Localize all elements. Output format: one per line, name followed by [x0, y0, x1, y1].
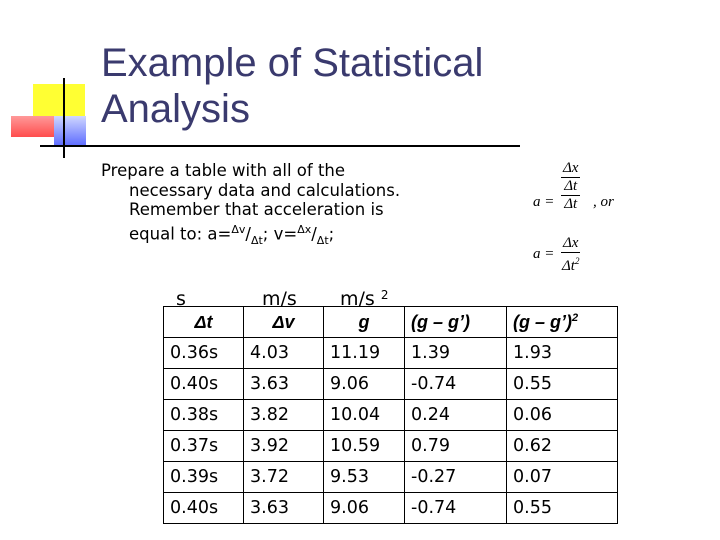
- formula-1-tail: , or: [593, 194, 614, 210]
- decorative-blue-square: [54, 116, 86, 146]
- equation-mid: ; v=: [262, 224, 298, 243]
- table-header-row: [164, 307, 618, 338]
- cell-delta-v: 3.63: [244, 493, 324, 524]
- cell-delta-v: 3.63: [244, 369, 324, 400]
- equation-end: ;: [328, 224, 335, 243]
- formula-1-outer-fraction: [561, 160, 580, 213]
- cell-g: 10.04: [324, 400, 405, 431]
- slide-title: [101, 40, 483, 132]
- cell-delta-v: 4.03: [244, 338, 324, 369]
- table-row: [164, 493, 618, 524]
- cell-delta-v: 3.92: [244, 431, 324, 462]
- slash-1: /: [245, 224, 251, 243]
- cell-delta-t: 0.40s: [164, 493, 244, 524]
- unit-velocity: m/s: [262, 288, 297, 310]
- slide-title-line-1: Example of Statistical: [101, 41, 484, 85]
- instruction-text: [101, 161, 521, 250]
- header-squared-deviation-base: (g – g’): [513, 311, 572, 332]
- cell-g: 10.59: [324, 431, 405, 462]
- title-divider-line: [40, 145, 520, 147]
- header-delta-t: Δt: [164, 307, 244, 338]
- cell-deviation: -0.74: [405, 493, 507, 524]
- cell-squared-deviation: 0.62: [507, 431, 618, 462]
- cell-deviation: 0.79: [405, 431, 507, 462]
- header-squared-deviation-exp: 2: [572, 311, 579, 324]
- header-deviation: (g – g’): [405, 307, 507, 338]
- formula-2-den: [562, 253, 579, 275]
- table-row: [164, 431, 618, 462]
- formula-2-exp: 2: [574, 256, 580, 266]
- unit-acceleration-base: m/s: [340, 288, 375, 310]
- formula-2-num: Δx: [563, 235, 579, 251]
- cell-delta-t: 0.36s: [164, 338, 244, 369]
- delta-t-sub-2: Δt: [316, 233, 329, 247]
- table-row: [164, 400, 618, 431]
- cell-g: 9.53: [324, 462, 405, 493]
- formula-2: [533, 235, 623, 279]
- header-squared-deviation: [507, 307, 618, 338]
- cell-deviation: 0.24: [405, 400, 507, 431]
- formula-1: [533, 160, 653, 230]
- cell-deviation: -0.74: [405, 369, 507, 400]
- cell-delta-t: 0.39s: [164, 462, 244, 493]
- cell-g: 9.06: [324, 369, 405, 400]
- cell-deviation: -0.27: [405, 462, 507, 493]
- instruction-line-3: Remember that acceleration is: [129, 200, 384, 219]
- cell-squared-deviation: 0.06: [507, 400, 618, 431]
- table-row: [164, 369, 618, 400]
- formula-1-inner-num: Δx: [563, 160, 579, 176]
- cell-g: 11.19: [324, 338, 405, 369]
- formula-2-den-base: Δt: [561, 258, 575, 274]
- formula-1-lhs: a =: [533, 194, 555, 210]
- cell-delta-t: 0.38s: [164, 400, 244, 431]
- slide-title-line-2: Analysis: [101, 87, 250, 131]
- cell-delta-v: 3.82: [244, 400, 324, 431]
- data-table: [163, 306, 618, 524]
- instruction-line-4: [101, 220, 521, 250]
- cell-delta-t: 0.37s: [164, 431, 244, 462]
- formula-2-fraction: [561, 235, 580, 275]
- cell-squared-deviation: 0.55: [507, 369, 618, 400]
- table-row: [164, 338, 618, 369]
- delta-t-sub-1: Δt: [250, 233, 263, 247]
- cell-squared-deviation: 0.07: [507, 462, 618, 493]
- cell-g: 9.06: [324, 493, 405, 524]
- header-delta-v: Δv: [244, 307, 324, 338]
- delta-v-sup: Δv: [231, 222, 246, 236]
- cell-delta-v: 3.72: [244, 462, 324, 493]
- table-row: [164, 462, 618, 493]
- formula-1-inner-den: Δt: [564, 178, 578, 194]
- cell-squared-deviation: 1.93: [507, 338, 618, 369]
- cell-delta-t: 0.40s: [164, 369, 244, 400]
- delta-x-sup: Δx: [297, 222, 312, 236]
- decorative-red-bar: [11, 116, 55, 137]
- slash-2: /: [311, 224, 317, 243]
- formula-1-outer-den: Δt: [564, 196, 578, 212]
- formula-1-inner-fraction: [561, 160, 580, 195]
- instruction-line-1: Prepare a table with all of the: [101, 161, 346, 180]
- unit-time: s: [176, 288, 186, 310]
- unit-acceleration-exp: 2: [380, 288, 389, 302]
- equation-prefix: equal to: a=: [129, 224, 232, 243]
- formula-2-lhs: a =: [533, 246, 555, 262]
- instruction-line-2: necessary data and calculations.: [129, 180, 401, 200]
- header-g: g: [324, 307, 405, 338]
- cell-deviation: 1.39: [405, 338, 507, 369]
- cell-squared-deviation: 0.55: [507, 493, 618, 524]
